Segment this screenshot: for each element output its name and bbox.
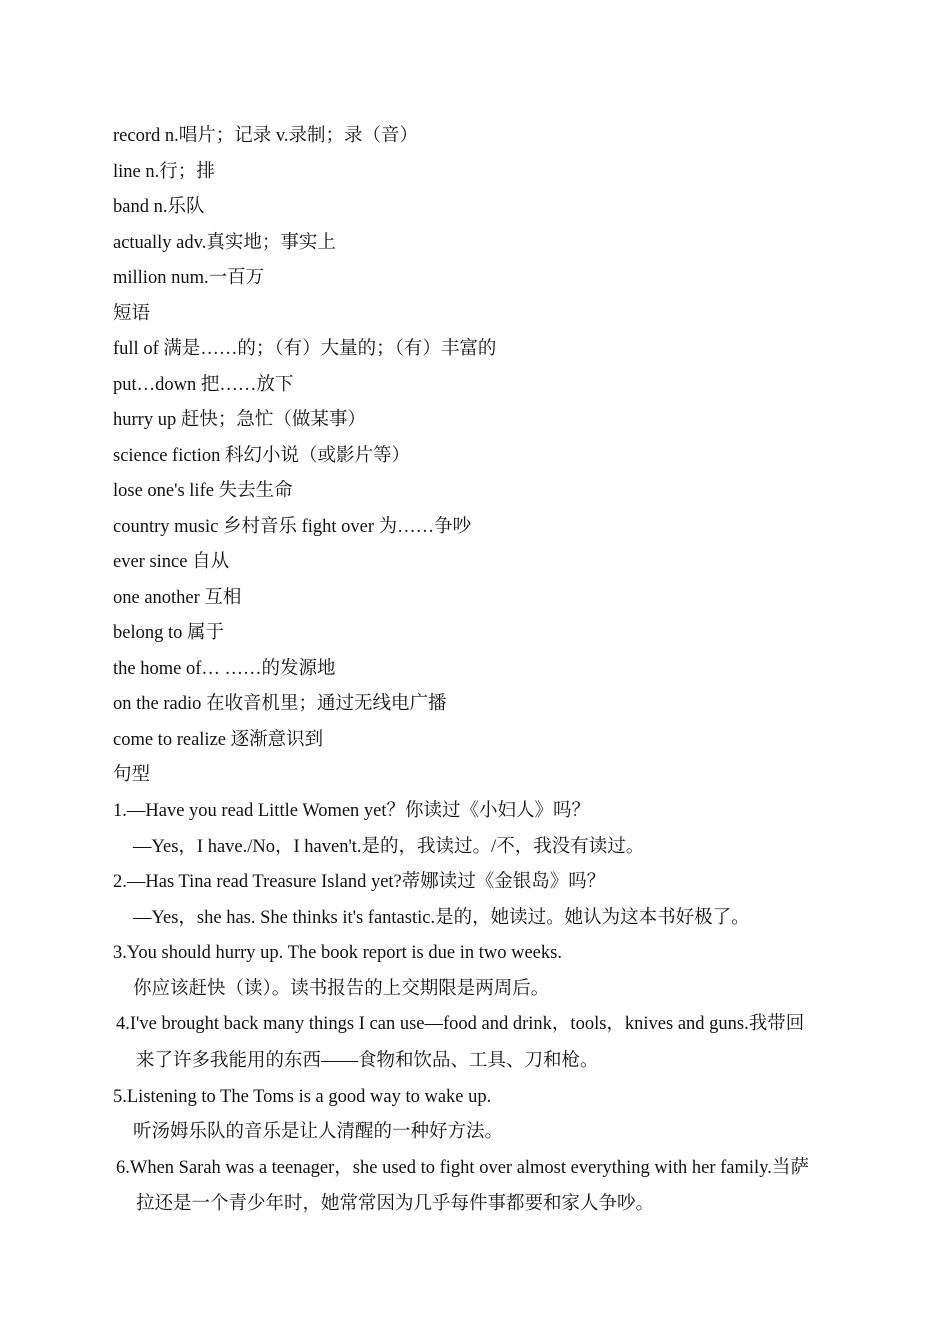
vocab-million: million num.一百万 <box>113 268 265 288</box>
phrase-item: on the radio 在收音机里；通过无线电广播 <box>113 694 447 714</box>
sentence-line: 听汤姆乐队的音乐是让人清醒的一种好方法。 <box>133 1122 504 1142</box>
phrase-item: come to realize 逐渐意识到 <box>113 730 324 750</box>
sentence-line: 6.When Sarah was a teenager，she used to fight over almost everything with her family.当萨 <box>116 1158 809 1178</box>
phrase-item: belong to 属于 <box>113 623 224 643</box>
phrase-item: science fiction 科幻小说（或影片等） <box>113 446 410 466</box>
vocab-band: band n.乐队 <box>113 197 205 217</box>
phrase-item: put…down 把……放下 <box>113 375 294 395</box>
sentence-line: —Yes，she has. She thinks it's fantastic.是的，她读过。她认为这本书好极了。 <box>133 908 750 928</box>
vocab-record: record n.唱片；记录 v.录制；录（音） <box>113 126 419 146</box>
sentence-line: 你应该赶快（读）。读书报告的上交期限是两周后。 <box>133 979 550 999</box>
sentence-line: 拉还是一个青少年时，她常常因为几乎每件事都要和家人争吵。 <box>136 1194 655 1214</box>
sentence-line: 来了许多我能用的东西——食物和饮品、工具、刀和枪。 <box>136 1051 599 1071</box>
phrases-heading: 短语 <box>113 304 151 324</box>
phrase-item: the home of… ……的发源地 <box>113 659 336 679</box>
phrase-item: country music 乡村音乐 fight over 为……争吵 <box>113 517 472 537</box>
sentence-line: 4.I've brought back many things I can use—food and drink，tools，knives and guns.我带回 <box>116 1014 805 1034</box>
sentence-line: 5.Listening to The Toms is a good way to wake up. <box>113 1087 492 1107</box>
vocab-actually: actually adv.真实地；事实上 <box>113 233 336 253</box>
vocab-line: line n.行；排 <box>113 162 215 182</box>
phrase-item: full of 满是……的；（有）大量的；（有）丰富的 <box>113 339 497 359</box>
phrase-item: one another 互相 <box>113 588 242 608</box>
sentence-line: 1.—Have you read Little Women yet？你读过《小妇人》吗？ <box>113 801 591 821</box>
sentences-heading: 句型 <box>113 765 151 785</box>
sentence-line: —Yes，I have./No，I haven't.是的，我读过。/不，我没有读过。 <box>133 837 645 857</box>
phrase-item: hurry up 赶快；急忙（做某事） <box>113 410 366 430</box>
phrase-item: ever since 自从 <box>113 552 230 572</box>
sentence-line: 2.—Has Tina read Treasure Island yet?蒂娜读过《金银岛》吗？ <box>113 872 606 892</box>
sentence-line: 3.You should hurry up. The book report is due in two weeks. <box>113 943 562 963</box>
phrase-item: lose one's life 失去生命 <box>113 481 293 501</box>
